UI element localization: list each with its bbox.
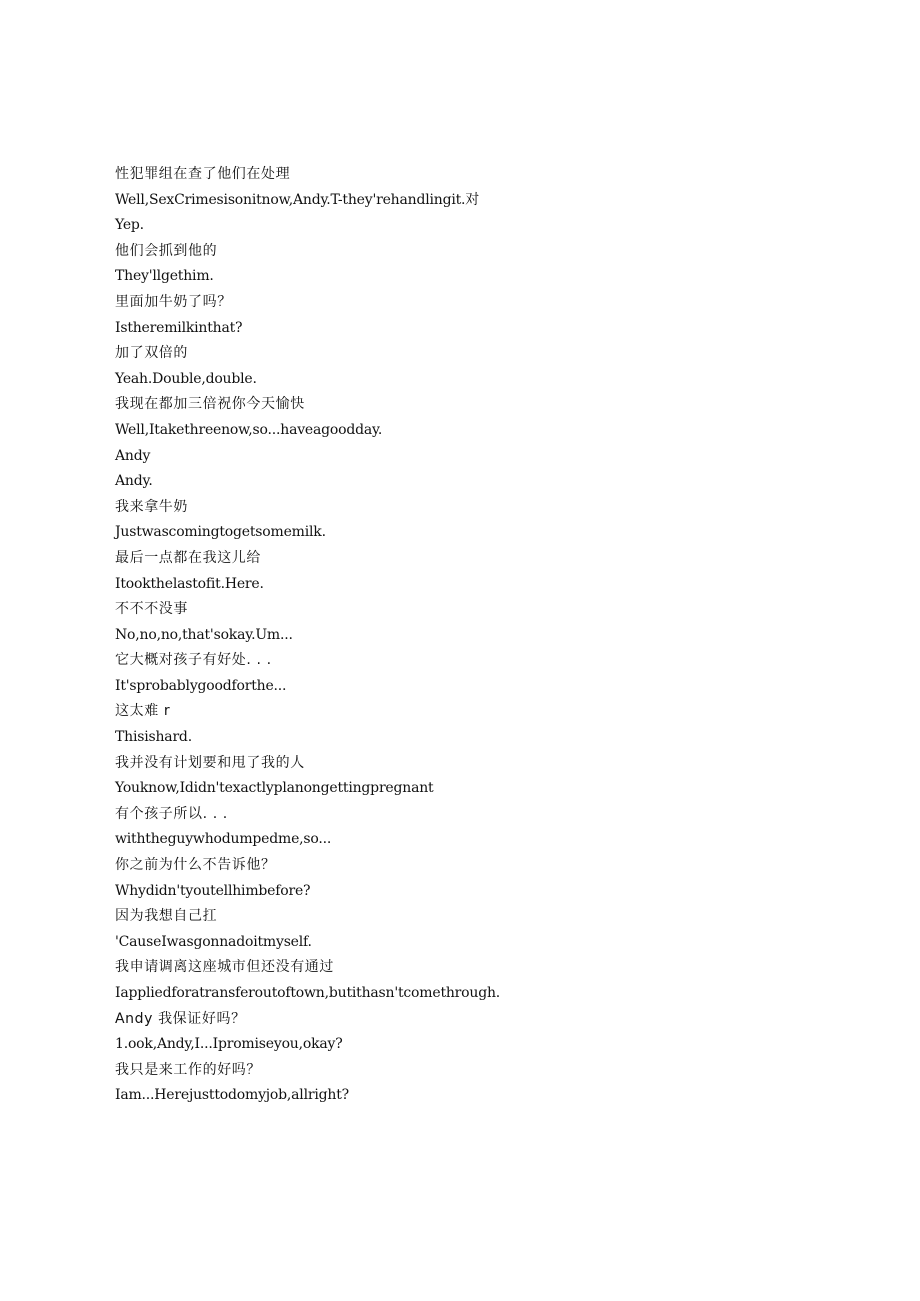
- transcript-line: Iappliedforatransferoutoftown,butithasn'tcomethrough.: [115, 985, 501, 1001]
- transcript-line: 有个孩子所以. . .: [115, 805, 228, 822]
- transcript-line: Justwascomingtogetsomemilk.: [115, 524, 326, 541]
- transcript-line: No,no,no,that'sokay.Um...: [115, 626, 293, 643]
- transcript-line: Andy: [115, 447, 151, 464]
- transcript-line: 性犯罪组在查了他们在处理: [115, 166, 291, 182]
- transcript-line: 它大概对孩子有好处. . .: [115, 652, 272, 669]
- subtitle-transcript: [115, 164, 875, 1111]
- transcript-line: Youknow,Ididn'texactlyplanongettingpregnant: [115, 780, 434, 797]
- transcript-line: 我现在都加三倍祝你今天愉快: [115, 396, 305, 413]
- transcript-line: Well,SexCrimesisonitnow,Andy.T-they'rehandlingit.对: [115, 191, 480, 208]
- transcript-line: 他们会抓到他的: [115, 242, 218, 259]
- transcript-line: withtheguywhodumpedme,so...: [115, 831, 332, 848]
- transcript-line: 因为我想自己扛: [115, 908, 218, 925]
- transcript-line: They'llgethim.: [115, 268, 214, 285]
- transcript-line: 我来拿牛奶: [115, 498, 188, 515]
- transcript-line: It'sprobablygoodforthe...: [115, 677, 287, 694]
- transcript-line: Itookthelastofit.Here.: [115, 575, 264, 592]
- transcript-line: Andy.: [115, 473, 153, 490]
- transcript-line: 1.ook,Andy,I...Ipromiseyou,okay?: [115, 1036, 343, 1053]
- transcript-line: 'CauseIwasgonnadoitmyself.: [115, 933, 312, 950]
- transcript-line: 加了双倍的: [115, 345, 188, 362]
- transcript-line: 这太难 r: [115, 703, 171, 720]
- transcript-line: 不不不没事: [115, 601, 188, 618]
- transcript-line: 我并没有计划要和甩了我的人: [115, 754, 305, 771]
- transcript-line: 我申请调离这座城市但还没有通过: [115, 959, 334, 976]
- transcript-line: Yeah.Double,double.: [115, 370, 257, 387]
- transcript-line: 最后一点都在我这儿给: [115, 549, 261, 566]
- transcript-line: Andy 我保证好吗？: [115, 1010, 246, 1027]
- transcript-line: Yep.: [115, 217, 144, 234]
- transcript-line: 你之前为什么不告诉他？: [115, 857, 276, 874]
- transcript-line: Well,Itakethreenow,so...haveagoodday.: [115, 421, 383, 438]
- transcript-line: 里面加牛奶了吗？: [115, 293, 232, 310]
- transcript-line: Thisishard.: [115, 729, 192, 746]
- transcript-line: Iam...Herejusttodomyjob,allright?: [115, 1087, 349, 1104]
- transcript-line: 我只是来工作的好吗？: [115, 1061, 261, 1078]
- transcript-line: Whydidn'tyoutellhimbefore?: [115, 882, 311, 899]
- transcript-line: Istheremilkinthat?: [115, 319, 243, 336]
